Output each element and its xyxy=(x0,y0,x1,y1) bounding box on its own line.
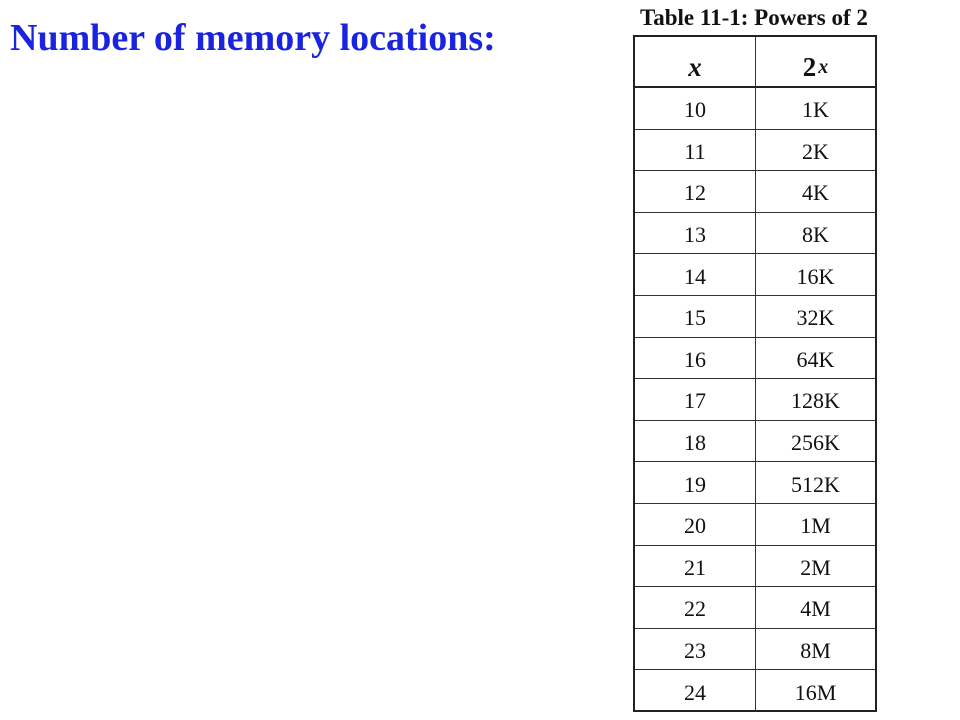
cell-power-value: 1K xyxy=(802,97,829,123)
cell-exponent: 16 xyxy=(635,338,756,379)
table-row xyxy=(635,254,875,296)
table-row xyxy=(635,379,875,421)
table-row xyxy=(635,462,875,504)
cell-exponent: 23 xyxy=(635,629,756,670)
table-row xyxy=(635,171,875,213)
table-row xyxy=(635,88,875,130)
page-title: Number of memory locations: xyxy=(10,17,496,59)
cell-exponent: 18 xyxy=(635,421,756,462)
table-row xyxy=(635,338,875,380)
cell-exponent: 15 xyxy=(635,296,756,337)
cell-power-value: 2M xyxy=(800,554,831,580)
powers-of-two-table xyxy=(633,35,877,712)
cell-exponent: 13 xyxy=(635,213,756,254)
cell-exponent: 24 xyxy=(635,670,756,712)
table-body xyxy=(635,88,875,712)
cell-exponent: 17 xyxy=(635,379,756,420)
cell-power-value: 8K xyxy=(802,222,829,248)
cell-power-value: 8M xyxy=(800,638,831,664)
cell-power-value: 128K xyxy=(791,388,840,414)
table-row xyxy=(635,504,875,546)
cell-power-value: 4K xyxy=(802,180,829,206)
table-row xyxy=(635,213,875,255)
cell-power-value: 256K xyxy=(791,430,840,456)
cell-exponent: 22 xyxy=(635,587,756,628)
cell-exponent: 14 xyxy=(635,254,756,295)
cell-power-value: 16M xyxy=(794,680,837,706)
cell-exponent: 21 xyxy=(635,546,756,587)
cell-power-value: 2K xyxy=(802,138,829,164)
cell-power-value: 1M xyxy=(800,513,831,539)
power-exponent: x xyxy=(818,56,829,78)
cell-power-value: 32K xyxy=(796,305,835,331)
cell-power-value: 4M xyxy=(800,596,831,622)
cell-power-value: 16K xyxy=(796,263,835,289)
table-row xyxy=(635,587,875,629)
table-row xyxy=(635,629,875,671)
cell-power-value: 64K xyxy=(796,346,835,372)
cell-exponent: 12 xyxy=(635,171,756,212)
column-header-x: x xyxy=(635,37,756,86)
table-caption: Table 11-1: Powers of 2 xyxy=(640,5,868,30)
cell-exponent: 11 xyxy=(635,130,756,171)
table-row xyxy=(635,546,875,588)
cell-exponent: 10 xyxy=(635,88,756,129)
table-row xyxy=(635,130,875,172)
table-row xyxy=(635,296,875,338)
table-header xyxy=(635,37,875,88)
cell-exponent: 19 xyxy=(635,462,756,503)
cell-exponent: 20 xyxy=(635,504,756,545)
table-row xyxy=(635,670,875,712)
cell-power-value: 512K xyxy=(791,471,840,497)
power-base: 2 xyxy=(802,52,817,82)
column-header-power xyxy=(756,37,875,86)
table-row xyxy=(635,421,875,463)
